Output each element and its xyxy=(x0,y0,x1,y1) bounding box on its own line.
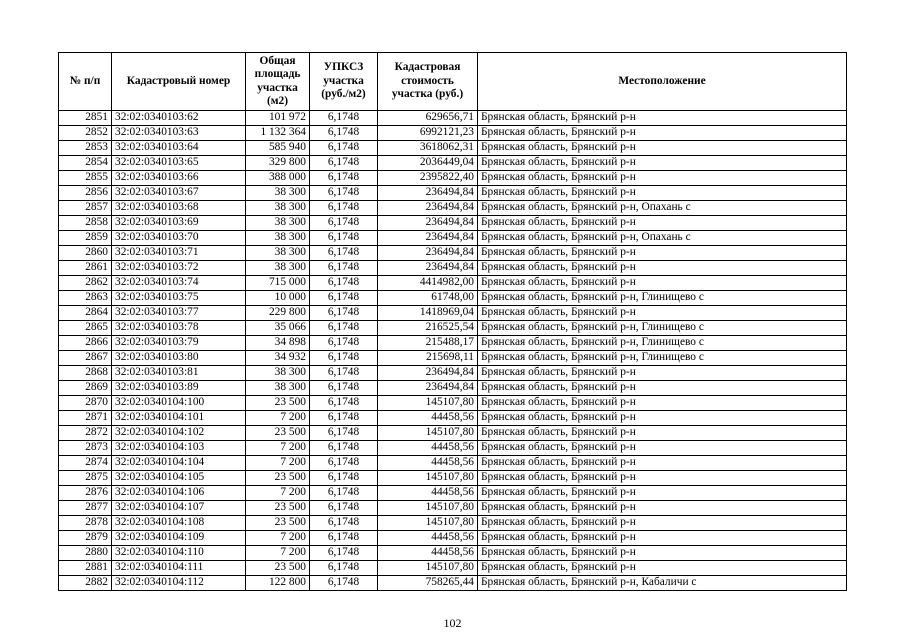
upksz-value: 6,1748 xyxy=(310,321,378,336)
upksz-value: 6,1748 xyxy=(310,351,378,366)
table-row xyxy=(59,441,847,456)
row-number: 2868 xyxy=(59,366,112,381)
cadastral-number: 32:02:0340103:66 xyxy=(112,171,246,186)
upksz-value: 6,1748 xyxy=(310,396,378,411)
row-number: 2869 xyxy=(59,381,112,396)
row-number: 2855 xyxy=(59,171,112,186)
upksz-value: 6,1748 xyxy=(310,366,378,381)
location: Брянская область, Брянский р-н xyxy=(478,561,847,576)
total-area: 23 500 xyxy=(246,516,310,531)
location: Брянская область, Брянский р-н xyxy=(478,426,847,441)
header-cadastral-number: Кадастровый номер xyxy=(112,53,246,111)
table-row xyxy=(59,471,847,486)
location: Брянская область, Брянский р-н xyxy=(478,306,847,321)
location: Брянская область, Брянский р-н, Глинищево с xyxy=(478,351,847,366)
table-row xyxy=(59,546,847,561)
location: Брянская область, Брянский р-н xyxy=(478,471,847,486)
location: Брянская область, Брянский р-н, Глинищево с xyxy=(478,321,847,336)
cadastral-cost: 2395822,40 xyxy=(378,171,478,186)
cadastral-number: 32:02:0340103:77 xyxy=(112,306,246,321)
row-number: 2852 xyxy=(59,126,112,141)
cadastral-number: 32:02:0340104:112 xyxy=(112,576,246,591)
location: Брянская область, Брянский р-н xyxy=(478,486,847,501)
total-area: 23 500 xyxy=(246,561,310,576)
header-upksz: УПКСЗ участка (руб./м2) xyxy=(310,53,378,111)
location: Брянская область, Брянский р-н xyxy=(478,411,847,426)
table-row xyxy=(59,336,847,351)
total-area: 23 500 xyxy=(246,501,310,516)
location: Брянская область, Брянский р-н xyxy=(478,501,847,516)
row-number: 2882 xyxy=(59,576,112,591)
table-row xyxy=(59,531,847,546)
location: Брянская область, Брянский р-н xyxy=(478,246,847,261)
location: Брянская область, Брянский р-н xyxy=(478,156,847,171)
total-area: 34 898 xyxy=(246,336,310,351)
cadastral-number: 32:02:0340103:89 xyxy=(112,381,246,396)
page-number: 102 xyxy=(443,616,462,630)
location: Брянская область, Брянский р-н xyxy=(478,276,847,291)
total-area: 38 300 xyxy=(246,231,310,246)
cadastral-number: 32:02:0340103:68 xyxy=(112,201,246,216)
cadastral-cost: 44458,56 xyxy=(378,486,478,501)
upksz-value: 6,1748 xyxy=(310,156,378,171)
table-row xyxy=(59,306,847,321)
table-row xyxy=(59,111,847,126)
cadastral-cost: 3618062,31 xyxy=(378,141,478,156)
upksz-value: 6,1748 xyxy=(310,501,378,516)
cadastral-number: 32:02:0340104:108 xyxy=(112,516,246,531)
cadastral-cost: 44458,56 xyxy=(378,441,478,456)
cadastral-cost: 236494,84 xyxy=(378,246,478,261)
cadastral-cost: 145107,80 xyxy=(378,396,478,411)
table-row xyxy=(59,261,847,276)
total-area: 229 800 xyxy=(246,306,310,321)
cadastral-cost: 4414982,00 xyxy=(378,276,478,291)
upksz-value: 6,1748 xyxy=(310,171,378,186)
row-number: 2878 xyxy=(59,516,112,531)
row-number: 2864 xyxy=(59,306,112,321)
location: Брянская область, Брянский р-н, Глинищево с xyxy=(478,336,847,351)
cadastral-number: 32:02:0340103:81 xyxy=(112,366,246,381)
header-cadastral-cost: Кадастровая стоимость участка (руб.) xyxy=(378,53,478,111)
upksz-value: 6,1748 xyxy=(310,216,378,231)
row-number: 2871 xyxy=(59,411,112,426)
cadastral-cost: 6992121,23 xyxy=(378,126,478,141)
cadastral-cost: 145107,80 xyxy=(378,501,478,516)
location: Брянская область, Брянский р-н xyxy=(478,141,847,156)
cadastral-number: 32:02:0340103:69 xyxy=(112,216,246,231)
row-number: 2862 xyxy=(59,276,112,291)
cadastral-number: 32:02:0340104:102 xyxy=(112,426,246,441)
location: Брянская область, Брянский р-н xyxy=(478,546,847,561)
table-row xyxy=(59,156,847,171)
cadastral-cost: 236494,84 xyxy=(378,366,478,381)
upksz-value: 6,1748 xyxy=(310,381,378,396)
table-row xyxy=(59,561,847,576)
upksz-value: 6,1748 xyxy=(310,231,378,246)
cadastral-cost: 145107,80 xyxy=(378,426,478,441)
upksz-value: 6,1748 xyxy=(310,201,378,216)
row-number: 2858 xyxy=(59,216,112,231)
row-number: 2881 xyxy=(59,561,112,576)
location: Брянская область, Брянский р-н, Кабаличи с xyxy=(478,576,847,591)
row-number: 2874 xyxy=(59,456,112,471)
row-number: 2854 xyxy=(59,156,112,171)
total-area: 23 500 xyxy=(246,426,310,441)
total-area: 7 200 xyxy=(246,456,310,471)
row-number: 2861 xyxy=(59,261,112,276)
row-number: 2880 xyxy=(59,546,112,561)
table-row xyxy=(59,516,847,531)
cadastral-number: 32:02:0340103:78 xyxy=(112,321,246,336)
row-number: 2860 xyxy=(59,246,112,261)
upksz-value: 6,1748 xyxy=(310,456,378,471)
row-number: 2879 xyxy=(59,531,112,546)
upksz-value: 6,1748 xyxy=(310,471,378,486)
cadastral-number: 32:02:0340103:80 xyxy=(112,351,246,366)
location: Брянская область, Брянский р-н xyxy=(478,396,847,411)
location: Брянская область, Брянский р-н xyxy=(478,126,847,141)
row-number: 2870 xyxy=(59,396,112,411)
cadastral-number: 32:02:0340104:101 xyxy=(112,411,246,426)
table-row xyxy=(59,321,847,336)
total-area: 1 132 364 xyxy=(246,126,310,141)
cadastral-cost: 236494,84 xyxy=(378,186,478,201)
location: Брянская область, Брянский р-н xyxy=(478,516,847,531)
total-area: 38 300 xyxy=(246,246,310,261)
total-area: 34 932 xyxy=(246,351,310,366)
location: Брянская область, Брянский р-н xyxy=(478,216,847,231)
cadastral-number: 32:02:0340103:71 xyxy=(112,246,246,261)
location: Брянская область, Брянский р-н xyxy=(478,111,847,126)
upksz-value: 6,1748 xyxy=(310,306,378,321)
upksz-value: 6,1748 xyxy=(310,561,378,576)
row-number: 2875 xyxy=(59,471,112,486)
total-area: 23 500 xyxy=(246,396,310,411)
upksz-value: 6,1748 xyxy=(310,291,378,306)
cadastral-number: 32:02:0340104:111 xyxy=(112,561,246,576)
row-number: 2866 xyxy=(59,336,112,351)
total-area: 35 066 xyxy=(246,321,310,336)
location: Брянская область, Брянский р-н xyxy=(478,531,847,546)
cadastral-cost: 236494,84 xyxy=(378,201,478,216)
total-area: 38 300 xyxy=(246,366,310,381)
location: Брянская область, Брянский р-н, Глинищево с xyxy=(478,291,847,306)
table-row xyxy=(59,456,847,471)
total-area: 10 000 xyxy=(246,291,310,306)
row-number: 2867 xyxy=(59,351,112,366)
total-area: 7 200 xyxy=(246,486,310,501)
cadastral-value-table xyxy=(58,52,847,591)
cadastral-number: 32:02:0340104:110 xyxy=(112,546,246,561)
cadastral-number: 32:02:0340103:72 xyxy=(112,261,246,276)
cadastral-cost: 145107,80 xyxy=(378,471,478,486)
table-row xyxy=(59,126,847,141)
upksz-value: 6,1748 xyxy=(310,546,378,561)
cadastral-cost: 61748,00 xyxy=(378,291,478,306)
row-number: 2851 xyxy=(59,111,112,126)
cadastral-number: 32:02:0340104:106 xyxy=(112,486,246,501)
cadastral-cost: 44458,56 xyxy=(378,456,478,471)
cadastral-cost: 44458,56 xyxy=(378,531,478,546)
upksz-value: 6,1748 xyxy=(310,426,378,441)
table-row xyxy=(59,171,847,186)
row-number: 2865 xyxy=(59,321,112,336)
cadastral-cost: 145107,80 xyxy=(378,516,478,531)
total-area: 585 940 xyxy=(246,141,310,156)
table-body xyxy=(59,111,847,591)
row-number: 2872 xyxy=(59,426,112,441)
row-number: 2853 xyxy=(59,141,112,156)
location: Брянская область, Брянский р-н xyxy=(478,171,847,186)
table-row xyxy=(59,396,847,411)
cadastral-cost: 44458,56 xyxy=(378,546,478,561)
cadastral-cost: 1418969,04 xyxy=(378,306,478,321)
table-row xyxy=(59,276,847,291)
location: Брянская область, Брянский р-н, Опахань с xyxy=(478,201,847,216)
table-row xyxy=(59,501,847,516)
location: Брянская область, Брянский р-н xyxy=(478,186,847,201)
table-row xyxy=(59,381,847,396)
cadastral-number: 32:02:0340104:109 xyxy=(112,531,246,546)
upksz-value: 6,1748 xyxy=(310,441,378,456)
cadastral-cost: 236494,84 xyxy=(378,231,478,246)
header-row xyxy=(59,53,847,111)
row-number: 2856 xyxy=(59,186,112,201)
total-area: 23 500 xyxy=(246,471,310,486)
cadastral-number: 32:02:0340104:104 xyxy=(112,456,246,471)
cadastral-number: 32:02:0340103:79 xyxy=(112,336,246,351)
upksz-value: 6,1748 xyxy=(310,126,378,141)
row-number: 2873 xyxy=(59,441,112,456)
table-row xyxy=(59,201,847,216)
cadastral-number: 32:02:0340103:67 xyxy=(112,186,246,201)
upksz-value: 6,1748 xyxy=(310,111,378,126)
location: Брянская область, Брянский р-н xyxy=(478,456,847,471)
cadastral-cost: 215698,11 xyxy=(378,351,478,366)
cadastral-cost: 758265,44 xyxy=(378,576,478,591)
total-area: 38 300 xyxy=(246,261,310,276)
cadastral-number: 32:02:0340104:107 xyxy=(112,501,246,516)
row-number: 2863 xyxy=(59,291,112,306)
upksz-value: 6,1748 xyxy=(310,261,378,276)
cadastral-number: 32:02:0340103:62 xyxy=(112,111,246,126)
cadastral-cost: 145107,80 xyxy=(378,561,478,576)
table-row xyxy=(59,486,847,501)
table-row xyxy=(59,246,847,261)
header-num: № п/п xyxy=(59,53,112,111)
total-area: 715 000 xyxy=(246,276,310,291)
total-area: 388 000 xyxy=(246,171,310,186)
cadastral-number: 32:02:0340103:64 xyxy=(112,141,246,156)
table-row xyxy=(59,366,847,381)
location: Брянская область, Брянский р-н, Опахань с xyxy=(478,231,847,246)
table-row xyxy=(59,576,847,591)
row-number: 2857 xyxy=(59,201,112,216)
total-area: 101 972 xyxy=(246,111,310,126)
total-area: 122 800 xyxy=(246,576,310,591)
upksz-value: 6,1748 xyxy=(310,411,378,426)
row-number: 2877 xyxy=(59,501,112,516)
cadastral-number: 32:02:0340103:63 xyxy=(112,126,246,141)
cadastral-number: 32:02:0340104:105 xyxy=(112,471,246,486)
table-row xyxy=(59,291,847,306)
row-number: 2859 xyxy=(59,231,112,246)
upksz-value: 6,1748 xyxy=(310,186,378,201)
upksz-value: 6,1748 xyxy=(310,141,378,156)
cadastral-cost: 236494,84 xyxy=(378,381,478,396)
total-area: 7 200 xyxy=(246,546,310,561)
upksz-value: 6,1748 xyxy=(310,246,378,261)
total-area: 7 200 xyxy=(246,411,310,426)
table-row xyxy=(59,231,847,246)
cadastral-cost: 215488,17 xyxy=(378,336,478,351)
cadastral-number: 32:02:0340103:70 xyxy=(112,231,246,246)
cadastral-cost: 236494,84 xyxy=(378,216,478,231)
cadastral-cost: 629656,71 xyxy=(378,111,478,126)
location: Брянская область, Брянский р-н xyxy=(478,441,847,456)
cadastral-cost: 2036449,04 xyxy=(378,156,478,171)
cadastral-number: 32:02:0340103:74 xyxy=(112,276,246,291)
header-total-area: Общая площадь участка (м2) xyxy=(246,53,310,111)
table-row xyxy=(59,141,847,156)
table-row xyxy=(59,216,847,231)
total-area: 38 300 xyxy=(246,216,310,231)
cadastral-number: 32:02:0340103:75 xyxy=(112,291,246,306)
total-area: 7 200 xyxy=(246,531,310,546)
upksz-value: 6,1748 xyxy=(310,336,378,351)
location: Брянская область, Брянский р-н xyxy=(478,261,847,276)
cadastral-cost: 216525,54 xyxy=(378,321,478,336)
total-area: 7 200 xyxy=(246,441,310,456)
row-number: 2876 xyxy=(59,486,112,501)
total-area: 38 300 xyxy=(246,201,310,216)
upksz-value: 6,1748 xyxy=(310,516,378,531)
table-header xyxy=(59,53,847,111)
total-area: 329 800 xyxy=(246,156,310,171)
location: Брянская область, Брянский р-н xyxy=(478,366,847,381)
header-location: Местоположение xyxy=(478,53,847,111)
table-row xyxy=(59,351,847,366)
cadastral-number: 32:02:0340104:100 xyxy=(112,396,246,411)
total-area: 38 300 xyxy=(246,186,310,201)
table-row xyxy=(59,411,847,426)
table-row xyxy=(59,426,847,441)
location: Брянская область, Брянский р-н xyxy=(478,381,847,396)
cadastral-number: 32:02:0340104:103 xyxy=(112,441,246,456)
upksz-value: 6,1748 xyxy=(310,276,378,291)
cadastral-cost: 236494,84 xyxy=(378,261,478,276)
total-area: 38 300 xyxy=(246,381,310,396)
upksz-value: 6,1748 xyxy=(310,531,378,546)
cadastral-number: 32:02:0340103:65 xyxy=(112,156,246,171)
table-row xyxy=(59,186,847,201)
cadastral-cost: 44458,56 xyxy=(378,411,478,426)
upksz-value: 6,1748 xyxy=(310,486,378,501)
upksz-value: 6,1748 xyxy=(310,576,378,591)
